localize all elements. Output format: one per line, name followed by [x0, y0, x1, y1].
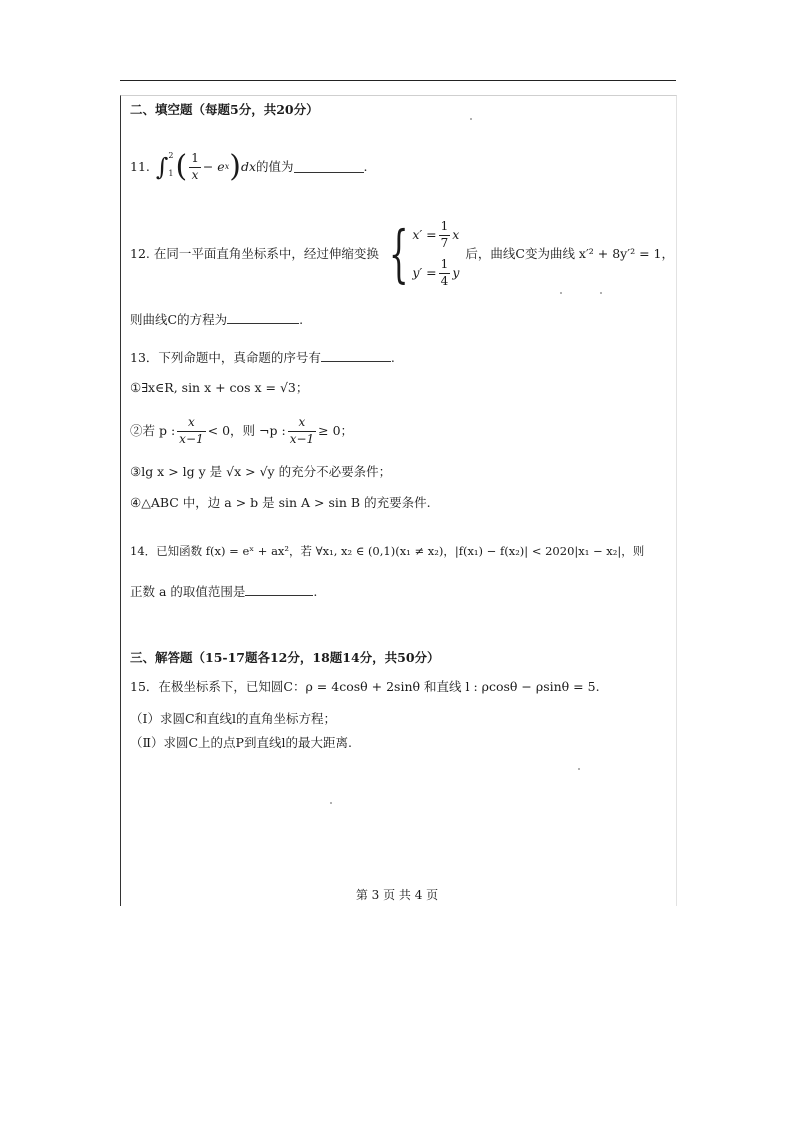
q13-answer-blank — [321, 351, 391, 362]
q11-exp: − e — [202, 159, 225, 175]
q13-opt2-a: ②若 p : — [130, 423, 176, 439]
q12-row2-var: y — [452, 264, 460, 280]
q11-fraction: $\frac{1}{x}$ — [191, 151, 199, 182]
q14-answer-blank — [245, 585, 313, 596]
scan-speck — [578, 768, 580, 770]
q12-row1-var: x — [452, 226, 460, 242]
integral-sign: ∫ — [155, 153, 169, 182]
scan-speck — [470, 118, 472, 120]
page-footer: 第 3 页 共 4 页 — [355, 888, 439, 902]
q12-line2: 则曲线C的方程为 . — [130, 312, 304, 327]
q12-suffix: 后，曲线C变为曲线 x′² + 8y′² = 1， — [465, 245, 674, 261]
q14-line2-text: 正数 a 的取值范围是 — [130, 584, 246, 599]
q12-row1-lhs: x′ = — [412, 226, 437, 242]
q15-part-1: （Ⅰ）求圆C和直线l的直角坐标方程； — [130, 711, 337, 726]
scan-speck — [560, 292, 562, 294]
question-13: 13．下列命题中，真命题的序号有 . — [130, 350, 395, 365]
q15-part-2: （Ⅱ）求圆C上的点P到直线l的最大距离. — [130, 735, 352, 750]
integral-lower: 1 — [168, 169, 174, 179]
q11-answer-blank — [294, 162, 364, 173]
q12-transform-system: x′ = $\frac{1}{7}$ x y′ = $\frac{1}{4}$ y — [412, 218, 460, 288]
q12-prefix: 12. 在同一平面直角坐标系中，经过伸缩变换 — [130, 245, 379, 261]
q12-answer-blank — [227, 313, 299, 324]
q13-option-4: ④△ABC 中，边 a > b 是 sin A > sin B 的充要条件. — [130, 495, 431, 510]
q11-number: 11. — [130, 159, 150, 175]
question-14-line1: 14．已知函数 f(x) = eˣ + ax²，若 ∀x₁, x₂ ∈ (0,1)(x₁ ≠ x₂)，|f(x₁) − f(x₂)| < 2020|x₁ − x₂|，则 — [130, 544, 645, 558]
q12-line2-text: 则曲线C的方程为 — [130, 312, 228, 327]
q11-dx: dx — [240, 159, 257, 175]
question-11: 11. ∫ 2 1 ( $\frac{1}{x}$ − e x ) dx 的值为 . — [130, 149, 368, 185]
q13-stem: 13．下列命题中，真命题的序号有 — [130, 350, 321, 365]
scan-speck — [600, 292, 602, 294]
q13-opt2-b: < 0，则 ¬p : — [207, 423, 286, 439]
brace-icon: { — [388, 217, 409, 290]
q11-text: 的值为 — [256, 159, 294, 175]
q13-option-1: ①∃x∈R, sin x + cos x = √3； — [130, 380, 309, 395]
integral-upper: 2 — [168, 151, 174, 161]
q11-exp-sup: x — [224, 162, 230, 172]
q12-row2-lhs: y′ = — [412, 264, 437, 280]
question-15: 15．在极坐标系下，已知圆C：ρ = 4cosθ + 2sinθ 和直线 l : ρcosθ − ρsinθ = 5. — [130, 679, 600, 694]
header-rule — [120, 80, 676, 81]
q13-option-3: ③lg x > lg y 是 √x > √y 的充分不必要条件； — [130, 464, 392, 479]
question-12 — [130, 216, 674, 292]
section2-heading: 二、填空题（每题5分，共20分） — [130, 102, 319, 117]
q13-option-2: ②若 p : $\frac{x}{x-1}$ < 0，则 ¬p : $\frac{x}{x-1}$ ≥ 0； — [130, 415, 354, 446]
scan-speck — [330, 802, 332, 804]
q13-opt2-c: ≥ 0； — [318, 423, 354, 439]
section3-heading: 三、解答题（15-17题各12分，18题14分，共50分） — [130, 650, 440, 665]
question-14-line2: 正数 a 的取值范围是 . — [130, 584, 318, 599]
